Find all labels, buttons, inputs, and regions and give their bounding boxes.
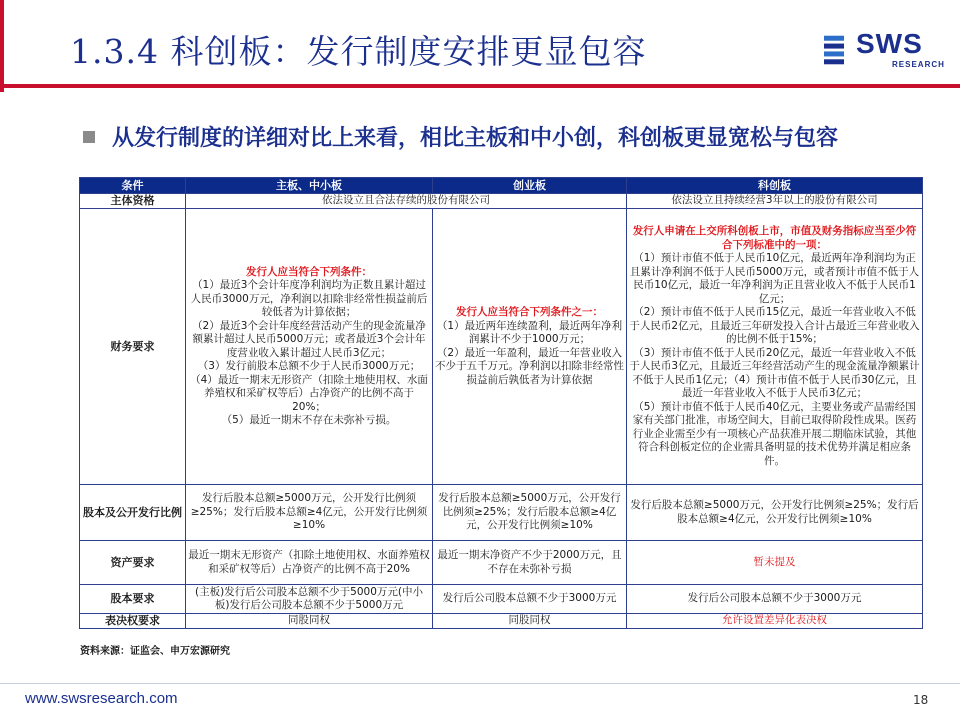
row-label: 股本要求 — [80, 585, 186, 614]
row-label: 资产要求 — [80, 541, 186, 585]
cell-star: 暂未提及 — [627, 541, 923, 585]
cell-title: 发行人申请在上交所科创板上市，市值及财务指标应当至少符合下列标准中的一项： — [632, 225, 917, 251]
bullet-square-icon — [83, 131, 95, 143]
header-chinext: 创业板 — [433, 178, 627, 194]
sws-logo — [820, 26, 945, 76]
list-item: （5）最近一期末不存在未弥补亏损。 — [221, 414, 397, 426]
table-row — [80, 485, 923, 541]
table-row — [80, 541, 923, 585]
logo-subtext: RESEARCH — [892, 60, 945, 69]
list-item: （1）最近两年连续盈利，最近两年净利润累计不少于1000万元； — [436, 319, 623, 345]
list-item: （2）最近3个会计年度经营活动产生的现金流量净额累计超过人民币5000万元；或者最近3个会计年度营业收入累计超过人民币3亿元； — [192, 319, 426, 359]
table-header-row — [80, 178, 923, 194]
sws-logo-icon — [824, 30, 844, 70]
list-item: （2）最近一年盈利，最近一年营业收入不少于五千万元。净利润以扣除非经常性损益前后孰低者为计算依据 — [435, 346, 624, 386]
cell-main: 同股同权 — [186, 614, 433, 629]
row-label: 财务要求 — [80, 209, 186, 485]
page-title: 1.3.4 科创板：发行制度安排更显包容 — [70, 32, 647, 71]
cell-chinext: 最近一期末净资产不少于2000万元，且不存在未弥补亏损 — [433, 541, 627, 585]
list-item: （3）发行前股本总额不少于人民币3000万元； — [197, 360, 421, 372]
footer-divider — [0, 683, 960, 684]
source-note: 资料来源：证监会、申万宏源研究 — [80, 646, 230, 657]
cell-chinext: 发行后公司股本总额不少于3000万元 — [433, 585, 627, 614]
cell-star-financial — [627, 209, 923, 485]
header-divider — [0, 84, 960, 88]
header-condition: 条件 — [80, 178, 186, 194]
cell-star: 发行后公司股本总额不少于3000万元 — [627, 585, 923, 614]
cell-star: 允许设置差异化表决权 — [627, 614, 923, 629]
header-star-market: 科创板 — [627, 178, 923, 194]
cell-main: 最近一期末无形资产（扣除土地使用权、水面养殖权和采矿权等后）占净资产的比例不高于20% — [186, 541, 433, 585]
cell-main: (主板)发行后公司股本总额不少于5000万元(中小板)发行后公司股本总额不少于5000万元 — [186, 585, 433, 614]
cell-star: 依法设立且持续经营3年以上的股份有限公司 — [627, 194, 923, 209]
list-item: （1）预计市值不低于人民币10亿元，最近两年净利润均为正且累计净利润不低于人民币5000万元，或者预计市值不低于人民币10亿元，最近一年净利润为正且营业收入不低于人民币1亿元； — [629, 252, 920, 305]
table-row — [80, 194, 923, 209]
page-number: 18 — [913, 693, 929, 707]
list-item: （3）预计市值不低于人民币20亿元，最近一年营业收入不低于人民币3亿元，且最近三年经营活动产生的现金流量净额累计不低于人民币1亿元；（4）预计市值不低于人民币30亿元，且最近一年营业收入不低于人民币3亿元； — [629, 346, 920, 399]
cell-main-financial — [186, 209, 433, 485]
logo-text: SWS — [856, 28, 923, 59]
slide-subtitle: 从发行制度的详细对比上来看，相比主板和中小创，科创板更显宽松与包容 — [112, 126, 839, 151]
left-accent-bar — [0, 0, 4, 92]
header-main-board: 主板、中小板 — [186, 178, 433, 194]
list-item: （2）预计市值不低于人民币15亿元，最近一年营业收入不低于人民币2亿元，且最近三年研发投入合计占最近三年营业收入的比例不低于15%； — [629, 306, 920, 345]
cell-title: 发行人应当符合下列条件之一： — [456, 306, 603, 318]
row-label: 主体资格 — [80, 194, 186, 209]
list-item: （5）预计市值不低于人民币40亿元，主要业务或产品需经国家有关部门批准，市场空间大，目前已取得阶段性成果。医药行业企业需至少有一项核心产品获准开展二期临床试验，其他符合科创板定位的企业需具备明显的技术优势并满足相应条件。 — [632, 400, 917, 467]
list-item: （4）最近一期末无形资产（扣除土地使用权、水面养殖权和采矿权等后）占净资产的比例不高于20%； — [190, 373, 428, 413]
table-row — [80, 209, 923, 485]
footer-website-link[interactable]: www.swsresearch.com — [25, 690, 178, 707]
cell-title: 发行人应当符合下列条件： — [246, 265, 372, 278]
list-item: （1）最近3个会计年度净利润均为正数且累计超过人民币3000万元，净利润以扣除非经常性损益前后较低者为计算依据； — [190, 279, 428, 318]
comparison-table — [79, 177, 923, 629]
cell-chinext: 同股同权 — [433, 614, 627, 629]
cell-main: 发行后股本总额≥5000万元，公开发行比例须≥25%；发行后股本总额≥4亿元，公开发行比例须≥10% — [186, 485, 433, 541]
cell-chinext-financial — [433, 209, 627, 485]
table-row — [80, 585, 923, 614]
row-label: 股本及公开发行比例 — [80, 485, 186, 541]
cell-chinext: 发行后股本总额≥5000万元，公开发行比例须≥25%；发行后股本总额≥4亿元，公开发行比例须≥10% — [433, 485, 627, 541]
table-row — [80, 614, 923, 629]
row-label: 表决权要求 — [80, 614, 186, 629]
cell-main-chinext: 依法设立且合法存续的股份有限公司 — [186, 194, 627, 209]
cell-star: 发行后股本总额≥5000万元，公开发行比例须≥25%；发行后股本总额≥4亿元，公开发行比例须≥10% — [627, 485, 923, 541]
